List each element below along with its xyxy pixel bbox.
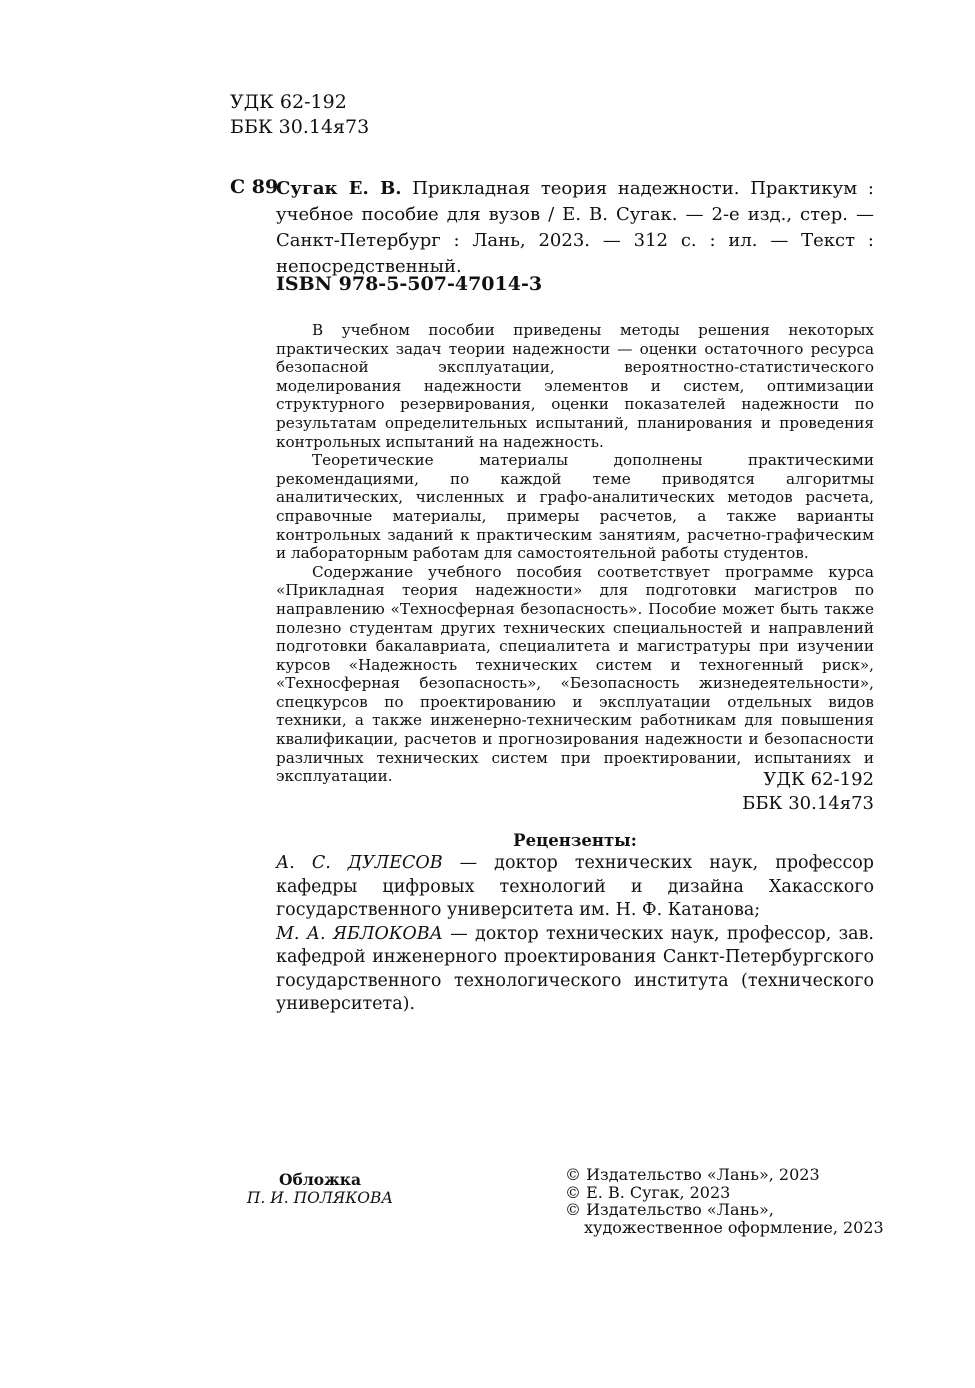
copyright-block: [565, 1166, 884, 1236]
udk-code: УДК 62-192: [763, 769, 874, 790]
header-udk: УДК 62-192: [230, 91, 347, 113]
copyright-line-3: © Издательство «Лань»,: [565, 1200, 774, 1219]
reviewer-1-credentials: — доктор технических наук, профессор кафедры цифровых технологий и дизайна Хакасского государственного университета им. Н. Ф. Катанова;: [276, 853, 874, 920]
annotation-paragraph-2: Теоретические материалы дополнены практическими рекомендациями, по каждой теме приводятся алгоритмы аналитических, численных и графо-аналитических методов расчета, справочные материалы, примеры расчетов, а также варианты контрольных заданий к практическим занятиям, расчетно-графическим и лабораторным работам для самостоятельной работы студентов.: [276, 451, 874, 563]
reviewer-1: [276, 852, 874, 923]
author-mark: С 89: [230, 176, 279, 198]
reviewers-list: [276, 852, 874, 1017]
isbn: ISBN 978-5-507-47014-3: [276, 273, 543, 295]
cover-designer: П. И. ПОЛЯКОВА: [246, 1189, 394, 1207]
cover-credit: [240, 1171, 400, 1207]
annotation-paragraph-1: В учебном пособии приведены методы решения некоторых практических задач теории надежности — оценки остаточного ресурса безопасной эксплуатации, вероятностно-статистического моделирования надежности элементов и систем, оптимизации структурного резервирования, оценки показателей надежности по результатам определительных испытаний, планирования и проведения контрольных испытаний на надежность.: [276, 321, 874, 451]
header-classification: [230, 90, 369, 140]
annotation: [276, 321, 874, 786]
author-name: Сугак Е. В.: [276, 178, 402, 199]
reviewer-1-name: А. С. ДУЛЕСОВ: [276, 853, 443, 873]
reviewer-2: [276, 923, 874, 1017]
bibliographic-record: [276, 176, 874, 280]
header-bbk: ББК 30.14я73: [230, 116, 370, 138]
cover-label: Обложка: [279, 1170, 361, 1189]
copyright-line-4: художественное оформление, 2023: [584, 1217, 884, 1237]
reviewer-2-credentials: — доктор технических наук, профессор, зав. кафедрой инженерного проектирования Санкт-Петербургского государственного технологического института (технического университета).: [276, 923, 874, 1014]
bibliographic-description: Прикладная теория надежности. Практикум : учебное пособие для вузов / Е. В. Сугак. — 2-е изд., стер. — Санкт-Петербург : Лань, 2023. — 312 с. : ил. — Текст : непосредственный.: [276, 178, 875, 277]
bbk-code: ББК 30.14я73: [742, 793, 874, 814]
copyright-line-2: © Е. В. Сугак, 2023: [565, 1182, 731, 1202]
reviewers-heading: Рецензенты:: [513, 831, 637, 850]
annotation-paragraph-3: Содержание учебного пособия соответствует программе курса «Прикладная теория надежности» для подготовки магистров по направлению «Техносферная безопасность». Пособие может быть также полезно студентам других технических специальностей и направлений подготовки бакалавриата, специалитета и магистратуры при изучении курсов «Надежность технических систем и техногенный риск», «Техносферная безопасность», «Безопасность жизнедеятельности», спецкурсов по проектированию и эксплуатации отдельных видов техники, а также инженерно-техническим работникам для повышения квалификации, расчетов и прогнозирования надежности и безопасности различных технических систем при проектировании, испытаниях и эксплуатации.: [276, 562, 874, 786]
reviewer-2-name: М. А. ЯБЛОКОВА: [276, 923, 443, 944]
classification-codes: [660, 768, 874, 816]
copyright-line-1: © Издательство «Лань», 2023: [565, 1165, 820, 1184]
